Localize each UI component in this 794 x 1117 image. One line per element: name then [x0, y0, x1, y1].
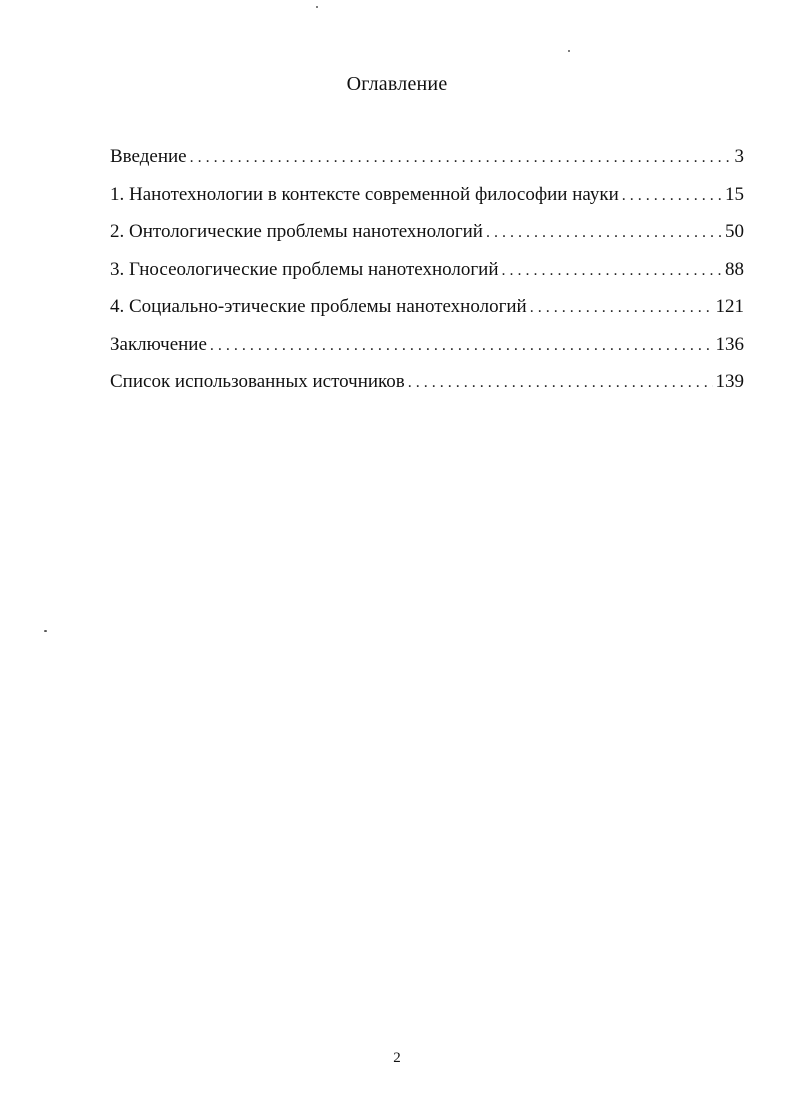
toc-entry-page: 3 [734, 146, 744, 167]
toc-dot-leader [530, 299, 713, 317]
toc-entry-page: 139 [715, 371, 744, 392]
toc-entry-label: 3. Гносеологические проблемы нанотехнологий [110, 258, 499, 280]
toc-entry-page: 50 [725, 221, 744, 242]
toc-heading: Оглавление [346, 73, 448, 95]
toc-entry-page: 121 [715, 296, 744, 317]
toc-entry-label: 2. Онтологические проблемы нанотехнологий [110, 221, 483, 242]
scan-speck [44, 630, 47, 632]
toc-entry-conclusion[interactable] [110, 334, 744, 372]
table-of-contents [110, 146, 744, 409]
scan-speck [568, 50, 570, 52]
toc-entry-chapter-3[interactable] [110, 259, 744, 297]
toc-entry-introduction[interactable] [110, 146, 744, 184]
page-number: 2 [393, 1050, 401, 1066]
toc-dot-leader [408, 374, 713, 392]
toc-entry-label: Список использованных источников [110, 371, 405, 392]
toc-dot-leader [486, 224, 722, 242]
toc-entry-label: 1. Нанотехнологии в контексте современной философии науки [110, 183, 619, 205]
scan-speck [316, 6, 318, 8]
toc-entry-page: 136 [715, 333, 744, 355]
toc-entry-chapter-4[interactable] [110, 296, 744, 334]
toc-entry-chapter-2[interactable] [110, 221, 744, 259]
toc-dot-leader [190, 149, 732, 167]
toc-entry-label: Заключение [110, 333, 207, 355]
toc-entry-page: 15 [725, 183, 744, 205]
toc-entry-label: 4. Социально-этические проблемы нанотехнологий [110, 296, 527, 317]
toc-dot-leader [502, 262, 722, 280]
toc-entry-label: Введение [110, 146, 187, 167]
toc-dot-leader [622, 187, 722, 205]
toc-entry-chapter-1[interactable] [110, 184, 744, 222]
toc-dot-leader [210, 337, 713, 355]
toc-entry-page: 88 [725, 258, 744, 280]
toc-entry-references[interactable] [110, 371, 744, 409]
